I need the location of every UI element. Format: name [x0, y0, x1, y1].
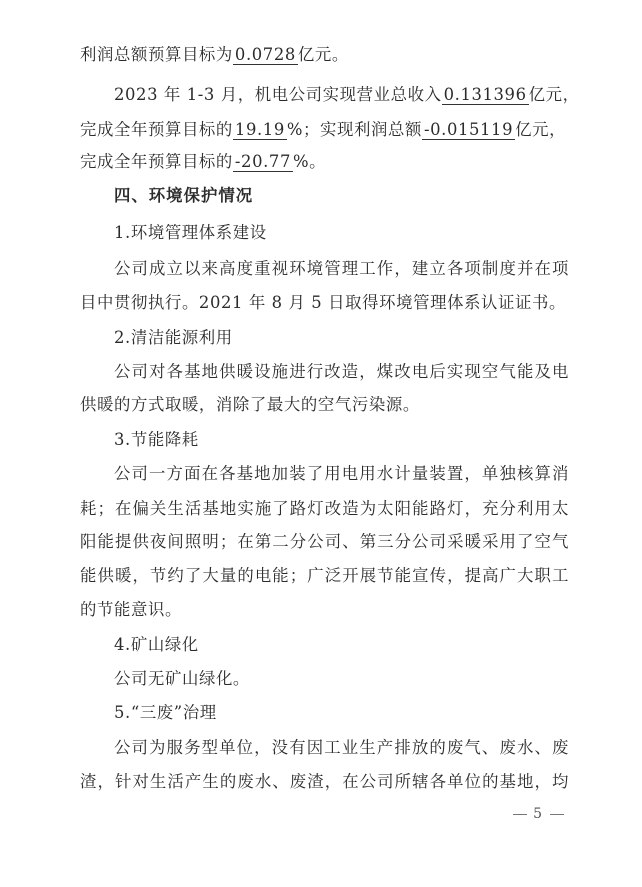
budget-text: %；实现利润总额	[286, 120, 422, 139]
unit-text: 亿元。	[297, 45, 349, 64]
subsection-title-2: 2.清洁能源利用	[114, 328, 233, 347]
paragraph-line: 公司对各基地供暖设施进行改造，煤改电后实现空气能及电	[114, 362, 569, 381]
unit-text: %。	[292, 152, 327, 171]
budget-line-3	[80, 115, 566, 145]
profit-completion-value: -20.77	[234, 152, 291, 171]
profit-target-value: 0.0728	[234, 45, 296, 64]
budget-line-4	[80, 147, 326, 177]
paragraph-line: 公司无矿山绿化。	[114, 669, 250, 688]
paragraph-line: 阳能提供夜间照明；在第二分公司、第三分公司采暖采用了空气	[80, 532, 569, 551]
section-heading: 四、环境保护情况	[114, 186, 254, 205]
subsection-title-5: 5.“三废”治理	[114, 703, 217, 722]
subsection-title-1: 1.环境管理体系建设	[114, 223, 267, 242]
revenue-completion-value: 19.19	[234, 120, 285, 139]
budget-line-1	[80, 40, 349, 70]
paragraph-line: 耗；在偏关生活基地实施了路灯改造为太阳能路灯，充分利用太	[80, 499, 569, 518]
paragraph-line: 公司为服务型单位，没有因工业生产排放的废气、废水、废	[114, 738, 569, 757]
revenue-value: 0.131396	[443, 85, 527, 104]
paragraph-line: 公司一方面在各基地加装了用电用水计量装置，单独核算消	[114, 464, 569, 483]
budget-text: 2023 年 1-3 月，机电公司实现营业总收入	[114, 85, 442, 104]
unit-text: 亿元，	[528, 85, 580, 104]
paragraph-line: 渣，针对生活产生的废水、废渣，在公司所辖各单位的基地，均	[80, 772, 569, 791]
budget-text: 完成全年预算目标的	[80, 120, 233, 139]
budget-text: 利润总额预算目标为	[80, 45, 233, 64]
paragraph-line: 公司成立以来高度重视环境管理工作，建立各项制度并在项	[114, 259, 569, 278]
budget-line-2	[114, 80, 580, 110]
paragraph-line: 目中贯彻执行。2021 年 8 月 5 日取得环境管理体系认证证书。	[80, 293, 567, 312]
subsection-title-3: 3.节能降耗	[114, 430, 199, 449]
unit-text: 亿元，	[515, 120, 567, 139]
subsection-title-4: 4.矿山绿化	[114, 635, 199, 654]
profit-value: -0.015119	[423, 120, 514, 139]
page-number-dash-left	[513, 814, 527, 815]
page-number	[507, 806, 570, 822]
page-number-value: 5	[533, 806, 544, 822]
paragraph-line: 供暖的方式取暖，消除了最大的空气污染源。	[80, 395, 420, 414]
paragraph-line: 能供暖，节约了大量的电能；广泛开展节能宣传，提高广大职工	[80, 566, 569, 585]
paragraph-line: 的节能意识。	[80, 600, 182, 619]
page-number-dash-right	[550, 814, 564, 815]
budget-text: 完成全年预算目标的	[80, 152, 233, 171]
